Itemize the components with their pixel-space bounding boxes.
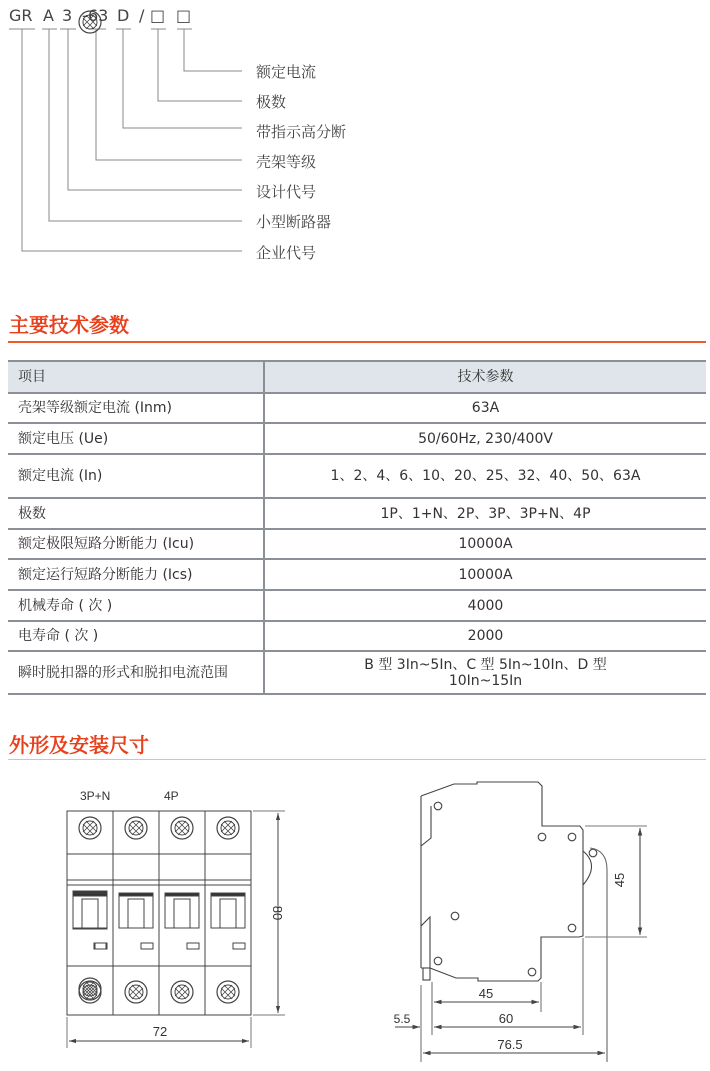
legend-poles: 极数 bbox=[256, 93, 287, 111]
label-depth-45: 45 bbox=[478, 986, 494, 1001]
row-value: 2000 bbox=[264, 621, 706, 651]
label-total-76-5: 76.5 bbox=[497, 1037, 523, 1052]
legend-frame-class: 壳架等级 bbox=[256, 153, 317, 171]
code-part-current: □ bbox=[176, 6, 192, 25]
label-width-72: 72 bbox=[152, 1024, 168, 1039]
legend-mcb: 小型断路器 bbox=[256, 213, 332, 231]
label-offset-5-5: 5.5 bbox=[393, 1012, 411, 1026]
row-item: 极数 bbox=[8, 498, 264, 529]
row-value: 4000 bbox=[264, 590, 706, 621]
code-part-design: 3 bbox=[62, 6, 73, 25]
section-title-dimensions: 外形及安装尺寸 bbox=[9, 733, 149, 757]
row-value: 10000A bbox=[264, 529, 706, 559]
code-part-slash: / bbox=[139, 6, 145, 25]
row-value: 50/60Hz, 230/400V bbox=[264, 423, 706, 454]
row-item: 壳架等级额定电流 (Inm) bbox=[8, 393, 264, 423]
legend-rated-current: 额定电流 bbox=[256, 63, 317, 81]
label-4p: 4P bbox=[164, 789, 179, 803]
code-part-company: GR bbox=[9, 6, 33, 25]
legend-design-code: 设计代号 bbox=[256, 183, 317, 201]
section-title-params: 主要技术参数 bbox=[9, 313, 129, 337]
code-part-type: A bbox=[43, 6, 54, 25]
row-value: 1、2、4、6、10、20、25、32、40、50、63A bbox=[264, 454, 706, 498]
row-value: 1P、1+N、2P、3P、3P+N、4P bbox=[264, 498, 706, 529]
label-3p-n: 3P+N bbox=[80, 789, 111, 803]
row-item: 额定电流 (In) bbox=[8, 454, 264, 498]
code-part-d: D bbox=[117, 6, 130, 25]
label-height-80: 80 bbox=[270, 905, 285, 921]
code-part-dash: - bbox=[82, 6, 88, 25]
front-view-drawing bbox=[67, 11, 285, 1048]
header-value: 技术参数 bbox=[264, 361, 706, 393]
row-item: 额定运行短路分断能力 (Ics) bbox=[8, 559, 264, 590]
label-side-height-45: 45 bbox=[612, 872, 627, 888]
side-view-drawing bbox=[395, 782, 647, 1062]
header-item: 项目 bbox=[8, 361, 264, 393]
code-part-frame: 63 bbox=[88, 6, 109, 25]
row-item: 额定极限短路分断能力 (Icu) bbox=[8, 529, 264, 559]
row-item: 电寿命 ( 次 ) bbox=[8, 621, 264, 651]
row-value: 10000A bbox=[264, 559, 706, 590]
row-item: 机械寿命 ( 次 ) bbox=[8, 590, 264, 621]
legend-high-breaking: 带指示高分断 bbox=[256, 123, 347, 141]
row-value: B 型 3In~5In、C 型 5In~10In、D 型 10In~15In bbox=[264, 651, 706, 694]
row-value: 63A bbox=[264, 393, 706, 423]
label-depth-60: 60 bbox=[498, 1011, 514, 1026]
legend-company-code: 企业代号 bbox=[256, 244, 317, 262]
code-part-poles: □ bbox=[150, 6, 166, 25]
row-item: 瞬时脱扣器的形式和脱扣电流范围 bbox=[8, 651, 264, 694]
row-item: 额定电压 (Ue) bbox=[8, 423, 264, 454]
